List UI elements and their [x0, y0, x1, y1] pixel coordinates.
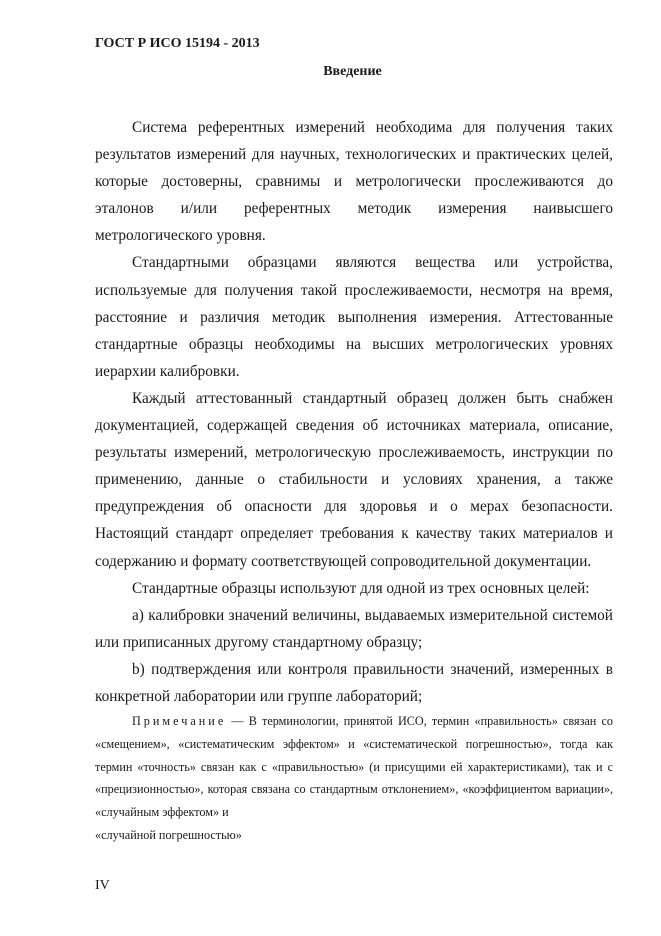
paragraph: Каждый аттестованный стандартный образец должен быть снабжен документацией, содержащей сведения об источниках материала, описание, результаты измерений, метрологическую прослеживаемость, инструкции по применению, данные о стабильности и условиях хранения, а также предупреждения об опасности для здоровья и о мерах безопасности. Настоящий стандарт определяет требования к качеству таких материалов и содержанию и формату соответствующей сопроводительной документации.	[95, 389, 613, 570]
list-item-b: b) подтверждения или контроля правильности значений, измеренных в конкретной лаборатории или группе лабораторий;	[95, 660, 613, 705]
paragraph: Система референтных измерений необходима для получения таких результатов измерений для научных, технологических и практических целей, которые достоверны, сравнимы и метрологически прослеживаются до эталонов и/или референтных методик измерения наивысшего метрологического уровня.	[95, 119, 613, 245]
note-last-line: «случайной погрешностью»	[95, 827, 242, 842]
standard-id: ГОСТ Р ИСО 15194 - 2013	[95, 36, 260, 51]
body-text	[95, 114, 613, 710]
note-label: Примечание	[132, 714, 227, 728]
note-dash: —	[226, 714, 249, 728]
list-item-a: а) калибровки значений величины, выдаваемых измерительной системой или приписанных другому стандартному образцу;	[95, 606, 613, 651]
note-body	[95, 710, 613, 824]
page-number: IV	[95, 878, 110, 893]
paragraph: Стандартными образцами являются вещества или устройства, используемые для получения такой прослеживаемости, несмотря на время, расстояние и различия методик выполнения измерения. Аттестованные стандартные образцы необходимы на высших метрологических уровнях иерархии калибровки.	[95, 254, 613, 380]
paragraph: Стандартные образцы используют для одной из трех основных целей:	[132, 579, 590, 597]
section-title: Введение	[323, 64, 382, 79]
note-text: В терминологии, принятой ИСО, термин «правильность» связан со «смещением», «систематическим эффектом» и «систематической погрешностью», тогда как термин «точность» связан как с «правильностью» (и присущими ей характеристиками), так и с «прецизионностью», которая связана со стандартным отклонением», «коэффициентом вариации», «случайным эффектом» и	[95, 714, 613, 820]
note	[95, 710, 613, 847]
